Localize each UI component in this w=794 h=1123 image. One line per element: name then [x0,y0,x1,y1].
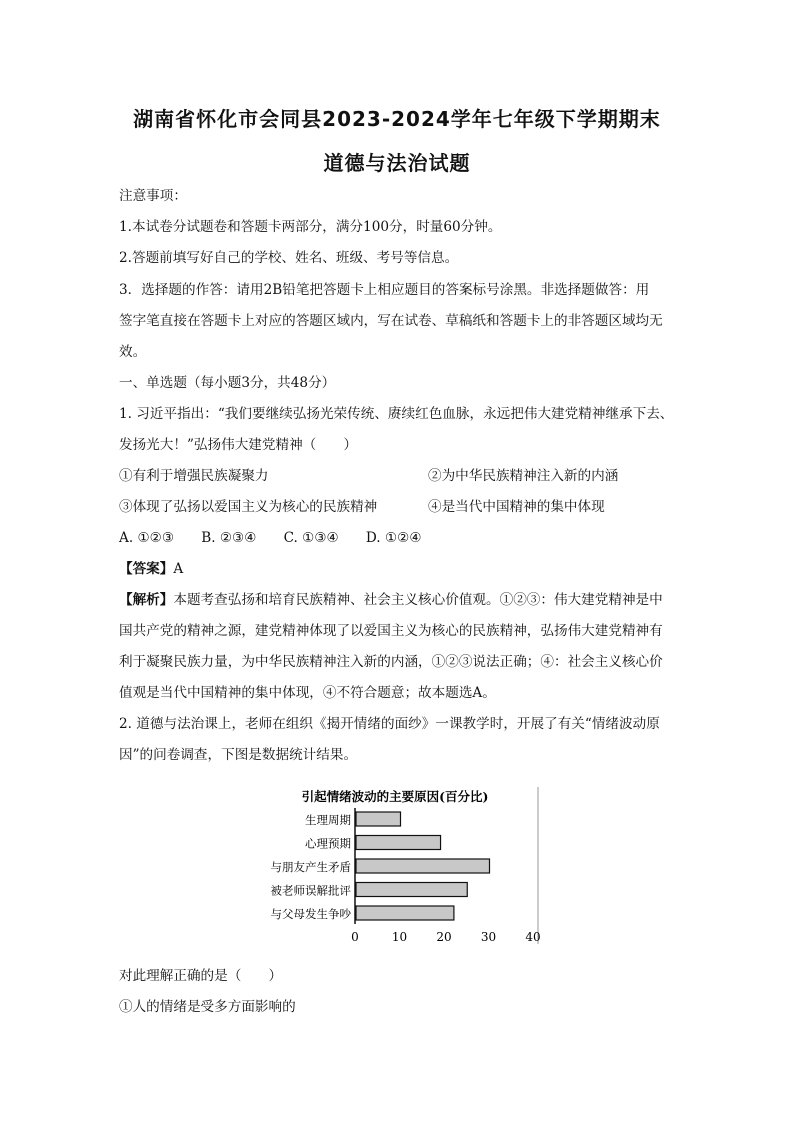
category-label-3: 与朋友产生矛盾 [270,860,351,874]
note-3-line-1: 3．选择题的作答：请用2B铅笔把答题卡上相应题目的答案标号涂黑。非选择题做答：用 [119,282,650,298]
q1-analysis-line-3: 利于凝聚民族力量，为中华民族精神注入新的内涵，①②③说法正确；④：社会主义核心价 [119,654,663,670]
x-tick-30: 30 [480,930,497,944]
category-label-2: 心理预期 [305,836,351,851]
q1-option-3: ③体现了弘扬以爱国主义为核心的民族精神 [119,499,378,515]
category-label-4: 被老师误解批评 [270,883,351,898]
q1-stem-line-2: 发扬光大！”弘扬伟大建党精神（ ） [119,437,358,453]
q1-analysis-line-4: 值观是当代中国精神的集中体现，④不符合题意；故本题选A。 [119,685,496,701]
x-tick-40: 40 [525,930,541,944]
q1-option-1: ①有利于增强民族凝聚力 [119,468,269,484]
q1-answer [119,559,679,579]
x-tick-0: 0 [351,930,359,944]
x-tick-20: 20 [436,930,452,944]
section-heading: 一、单选题（每小题3分，共48分） [119,375,336,391]
q1-analysis-line-1 [119,590,679,610]
x-tick-10: 10 [391,930,408,944]
bar-1 [356,812,401,826]
category-label-1: 生理周期 [305,813,351,827]
q1-option-4: ④是当代中国精神的集中体现 [428,499,605,515]
document-subtitle: 道德与法治试题 [323,151,471,175]
q2-stem-line-2: 因”的问卷调查，下图是数据统计结果。 [119,747,358,763]
bar-4 [356,883,467,897]
q2-option-1: ①人的情绪是受多方面影响的 [119,999,296,1015]
q2-stem-line-1: 2. 道德与法治课上，老师在组织《揭开情绪的面纱》一课教学时，开展了有关“情绪波动原 [119,716,660,732]
note-3-line-2: 签字笔直接在答题卡上对应的答题区域内，写在试卷、草稿纸和答题卡上的非答题区域均无 [119,313,663,329]
q1-choices: A. ①②③ B. ②③④ C. ①③④ D. ①②④ [119,530,422,546]
q2-question: 对此理解正确的是（ ） [119,968,283,984]
bar-3 [356,859,490,873]
note-2: 2.答题前填写好自己的学校、姓名、班级、考号等信息。 [119,250,459,266]
q1-option-2: ②为中华民族精神注入新的内涵 [428,468,619,484]
answer-label: 【答案】 [119,561,174,577]
q1-analysis-line-2: 国共产党的精神之源，建党精神体现了以爱国主义为核心的民族精神，弘扬伟大建党精神有 [119,623,663,639]
bar-5 [356,906,454,920]
chart-title: 引起情绪波动的主要原因(百分比) [301,789,489,804]
note-3-line-3: 效。 [119,344,147,360]
q1-stem-line-1: 1. 习近平指出：“我们要继续弘扬光荣传统、赓续红色血脉，永远把伟大建党精神继承下去、 [119,406,674,422]
emotion-causes-chart [250,784,544,950]
bar-chart-svg [250,784,544,946]
note-1: 1.本试卷分试题卷和答题卡两部分，满分100分，时量60分钟。 [119,219,502,235]
answer-value: A [173,561,184,577]
notes-header: 注意事项： [119,188,187,204]
document-title: 湖南省怀化市会同县2023-2024学年七年级下学期期末 [133,107,661,131]
analysis-label: 【解析】 [119,592,174,608]
analysis-text-1: 本题考查弘扬和培育民族精神、社会主义核心价值观。①②③：伟大建党精神是中 [173,592,663,608]
bar-2 [356,836,441,850]
category-label-5: 与父母发生争吵 [270,907,351,921]
